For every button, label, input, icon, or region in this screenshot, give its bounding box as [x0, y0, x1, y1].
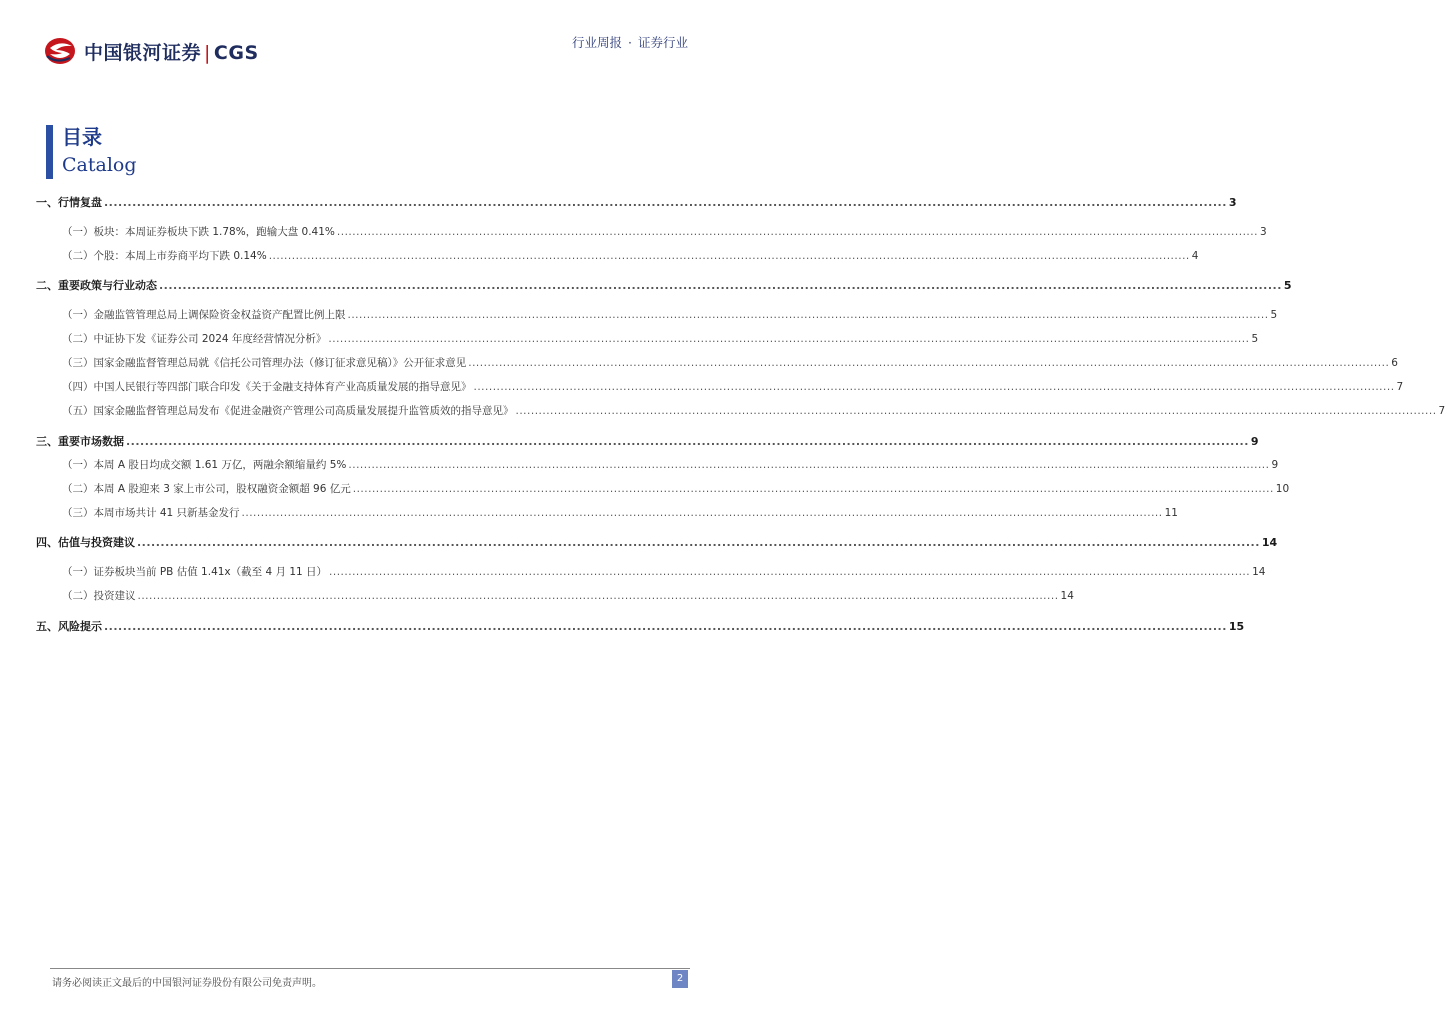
toc-dot-leader — [159, 279, 1282, 292]
toc-entry-title: （五）国家金融监督管理总局发布《促进金融资产管理公司高质量发展提升监管质效的指导意见》 — [62, 405, 514, 417]
toc-entry-title: （二）投资建议 — [62, 590, 136, 602]
toc-subsection[interactable] — [36, 403, 1445, 418]
toc-subsection[interactable] — [36, 248, 1199, 263]
toc-section[interactable] — [36, 534, 1278, 550]
toc-subsection[interactable] — [36, 307, 1278, 322]
toc-entry-title: （一）证券板块当前 PB 估值 1.41x（截至 4 月 11 日） — [62, 566, 328, 578]
toc-subsection[interactable] — [36, 379, 1404, 394]
toc-dot-leader — [126, 435, 1249, 448]
toc-entry-title: （四）中国人民银行等四部门联合印发《关于金融支持体育产业高质量发展的指导意见》 — [62, 381, 472, 393]
toc-page-number: 3 — [1228, 196, 1237, 209]
logo-wordmark — [84, 38, 259, 65]
toc-dot-leader — [269, 250, 1190, 262]
toc-entry-title: （三）国家金融监督管理总局就《信托公司管理办法（修订征求意见稿）》公开征求意见 — [62, 357, 467, 369]
cgs-logo-icon — [44, 36, 78, 66]
toc-page-number: 9 — [1271, 459, 1279, 471]
toc-entry-title: （一）金融监管管理总局上调保险资金权益资产配置比例上限 — [62, 309, 346, 321]
toc-entry-title: （一）本周 A 股日均成交额 1.61 万亿，两融余额缩量约 5% — [62, 459, 347, 471]
toc-page-number: 14 — [1261, 536, 1278, 549]
toc-entry-title: 四、估值与投资建议 — [36, 536, 135, 549]
toc-dot-leader — [468, 357, 1389, 369]
toc-dot-leader — [137, 536, 1260, 549]
toc-subsection[interactable] — [36, 481, 1290, 496]
toc-entry-title: 二、重要政策与行业动态 — [36, 279, 157, 292]
toc-section[interactable] — [36, 433, 1259, 449]
toc-dot-leader — [138, 590, 1059, 602]
cgs-logo — [44, 36, 259, 66]
toc-subsection[interactable] — [36, 355, 1398, 370]
toc-page-number: 11 — [1164, 507, 1178, 519]
toc-dot-leader — [329, 566, 1250, 578]
toc-section[interactable] — [36, 618, 1245, 634]
page-title-en: Catalog — [62, 154, 137, 176]
industry-label: 证券行业 — [637, 35, 688, 50]
report-category — [572, 33, 688, 51]
toc-entry-title: （二）中证协下发《证券公司 2024 年度经营情况分析》 — [62, 333, 327, 345]
toc-dot-leader — [348, 459, 1269, 471]
toc-section[interactable] — [36, 194, 1237, 210]
toc-entry-title: （一）板块：本周证券板块下跌 1.78%，跑输大盘 0.41% — [62, 226, 335, 238]
toc-dot-leader — [104, 196, 1227, 209]
toc-page-number: 3 — [1259, 226, 1267, 238]
footer-disclaimer: 请务必阅读正文最后的中国银河证券股份有限公司免责声明。 — [52, 978, 322, 989]
toc-dot-leader — [348, 309, 1269, 321]
toc-page-number: 14 — [1060, 590, 1074, 602]
toc-dot-leader — [328, 333, 1249, 345]
toc-page-number: 4 — [1191, 250, 1199, 262]
toc-entry-title: 一、行情复盘 — [36, 196, 102, 209]
toc-entry-title: 五、风险提示 — [36, 620, 102, 633]
report-type: 行业周报 — [571, 35, 622, 50]
toc-page-number: 5 — [1270, 309, 1278, 321]
toc-dot-leader — [474, 381, 1395, 393]
toc-page-number: 9 — [1250, 435, 1259, 448]
logo-separator: | — [204, 41, 211, 64]
page-number: 2 — [672, 970, 688, 988]
toc-subsection[interactable] — [36, 505, 1178, 520]
toc-entry-title: （三）本周市场共计 41 只新基金发行 — [62, 507, 240, 519]
toc-dot-leader — [242, 507, 1163, 519]
title-accent-bar — [46, 125, 53, 179]
toc-page-number: 15 — [1228, 620, 1245, 633]
toc-entry-title: （二）本周 A 股迎来 3 家上市公司，股权融资金额超 96 亿元 — [62, 483, 351, 495]
toc-entry-title: （二）个股：本周上市券商平均下跌 0.14% — [62, 250, 267, 262]
toc-page-number: 10 — [1275, 483, 1290, 495]
toc-page-number: 5 — [1283, 279, 1292, 292]
toc-section[interactable] — [36, 277, 1292, 293]
footer-divider — [50, 968, 690, 969]
logo-en: CGS — [213, 41, 259, 64]
toc-page-number: 14 — [1252, 566, 1266, 578]
toc-subsection[interactable] — [36, 588, 1074, 603]
toc-dot-leader — [353, 483, 1274, 495]
toc-subsection[interactable] — [36, 457, 1279, 472]
toc-page-number: 7 — [1438, 405, 1445, 417]
toc-page-number: 7 — [1396, 381, 1404, 393]
toc-entry-title: 三、重要市场数据 — [36, 435, 124, 448]
toc-dot-leader — [516, 405, 1437, 417]
header-dot: · — [628, 35, 632, 50]
toc-subsection[interactable] — [36, 331, 1259, 346]
page-header — [0, 0, 724, 80]
toc-dot-leader — [337, 226, 1258, 238]
toc-subsection[interactable] — [36, 224, 1267, 239]
toc-subsection[interactable] — [36, 564, 1266, 579]
logo-name: 中国银河证券 — [84, 41, 202, 64]
page-title-cn: 目录 — [62, 125, 102, 149]
toc-dot-leader — [104, 620, 1227, 633]
toc-page-number: 6 — [1391, 357, 1398, 369]
toc-page-number: 5 — [1251, 333, 1259, 345]
